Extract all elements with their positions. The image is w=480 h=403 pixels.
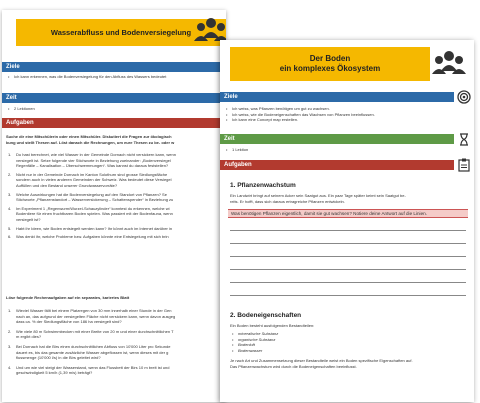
back-calc-list <box>8 308 226 380</box>
task-line: dass ca. % der Siedlungsfläche von 186 ha versiegelt sind? <box>16 319 122 325</box>
task-number: 4. <box>8 364 12 370</box>
back-title: Wasserabfluss und Bodenversiegelung <box>50 28 192 37</box>
list-item: • mineralische Substanz <box>230 331 470 337</box>
front-ziele-label: Ziele <box>224 94 238 100</box>
back-aufgaben-band <box>2 118 226 128</box>
back-worksheet <box>2 10 226 402</box>
list-item: • Bodenluft <box>230 342 470 348</box>
back-zeit-label: Zeit <box>6 95 17 101</box>
list-item: • 2 Lektionen <box>6 106 226 112</box>
answer-line[interactable] <box>230 230 466 231</box>
task-number: 1. <box>8 308 12 313</box>
section1-text <box>230 193 470 204</box>
target-icon <box>456 90 472 104</box>
answer-line[interactable] <box>230 243 466 244</box>
back-aufgaben-label: Aufgaben <box>6 120 34 126</box>
task-line: Was denkt ihr, welche Probleme bzw. Aufgaben könnte eine Entsiegelung mit sich brin <box>16 234 169 240</box>
front-ziele-band <box>220 92 454 102</box>
list-item <box>8 365 226 376</box>
section1-line: reits. Er hofft, dass sich daraus ertragreiche Pflanzen entwickeln. <box>230 198 345 204</box>
task-line: sondern auch in vielen anderen Gemeinden der Schweiz. Was bedeutet diese Versiegel <box>16 177 172 183</box>
section2-list <box>230 331 470 353</box>
answer-line[interactable] <box>230 269 466 270</box>
list-item <box>8 206 226 223</box>
intro-line: Suche dir eine Mitschülerin oder einen Mitschüler. Diskutiert die Fragen zur ökologisch <box>6 134 172 139</box>
list-item: • 1 Lektion <box>224 147 470 153</box>
list-item: • Ich weiss, wie die Bodeneigenschaften das Wachsen von Pflanzen beeinflussen. <box>224 112 470 118</box>
list-item: • Ich kann erkennen, was die Bodenversiegelung für den Abfluss des Wassers bedeutet <box>6 74 226 80</box>
front-title-line2: ein komplexes Ökosystem <box>279 64 381 73</box>
task-line: Auffüllen und den Bestand unserer Grundwasservorräte? <box>16 182 118 188</box>
task-line: Bei Dornach hat die Birs einen durchschnittlichen Abfluss von 10'000 Liter pro Sekunde <box>16 343 171 349</box>
answer-line[interactable] <box>230 256 466 257</box>
task-number: 2. <box>8 171 12 177</box>
task-line: dauert es, bis das gesamte zusätzliche Wasser abgeflossen ist, wenn dieses mit der g <box>16 349 169 355</box>
list-item <box>8 226 226 232</box>
back-calc-heading: Löse folgende Rechenaufgaben auf ein separates, kariertes Blatt <box>6 295 130 300</box>
list-item <box>8 192 226 203</box>
intro-line: kung und stellt Thesen auf. Löst danach die Rechnungen, um eure Thesen zu be- oder w <box>6 139 175 145</box>
task-line: Wie viele 80 m Schwimmbecken mit einer Breite von 20 m und einer durchschnittlichen T <box>16 328 174 334</box>
task-number: 1. <box>8 152 12 157</box>
clipboard-icon <box>458 158 470 172</box>
front-zeit-band <box>220 134 454 144</box>
task-line: Bodentiere für einen fruchtbaren Boden spielen. Was passiert mit der Bodenfauna, wenn <box>16 211 173 217</box>
list-item: • organische Substanz <box>230 337 470 343</box>
front-zeit-list <box>224 147 470 153</box>
section2-line: Je nach Art und Zusammensetzung dieser Bestandteile weist ein Boden spezifische Eigenschaften auf. <box>230 358 413 363</box>
list-item: • Bodenwasser <box>230 348 470 354</box>
section1-line: Ein Landwirt bringt auf seinem Acker sein Saatgut aus. Ein paar Tage später keimt sein Saatgut be- <box>230 193 406 198</box>
back-ziele-list <box>6 74 226 80</box>
task-line: geschwindigkeit 5 km/h (1,39 m/s) beträgt? <box>16 370 93 376</box>
section2-heading: 2. Bodeneigenschaften <box>230 312 302 319</box>
section1-heading: 1. Pflanzenwachstum <box>230 182 296 189</box>
list-item <box>8 152 226 169</box>
task-line: Wieviel Wasser fällt bei einem Platzregen von 30 mm innerhalb einer Stunde in der Gen <box>16 308 172 313</box>
front-aufgaben-label: Aufgaben <box>224 162 252 168</box>
section2-intro: Ein Boden besteht ausfolgenden Bestandteilen: <box>230 323 315 328</box>
task-line: nach an, das aufgrund der versiegelten Fläche nicht versickern kann, wenn davon ausgeg <box>16 313 176 319</box>
task-line: Habt ihr Ideen, wie Boden entsiegelt werden kann? Ihr könnt auch im Internet darüber in <box>16 225 173 231</box>
task-line: m ergibt dies? <box>16 334 42 340</box>
task-line: Du hast berechnet, wie viel Wasser in der Gemeinde Dornach nicht versickern kann, wenn <box>16 152 176 157</box>
task-number: 6. <box>8 234 12 240</box>
back-task-list <box>8 152 226 243</box>
task-line: Im Experiment 1 „Regenwurm/Wurzel-Schauzylinder“ konntest du erkennen, welche wi <box>16 205 170 211</box>
front-zeit-label: Zeit <box>224 136 235 142</box>
back-ziele-band <box>2 62 226 72</box>
list-item <box>8 172 226 189</box>
answer-line[interactable] <box>230 282 466 283</box>
front-ziele-list <box>224 106 470 123</box>
task-number: 3. <box>8 191 12 197</box>
list-item <box>8 308 226 325</box>
front-title-bar <box>230 47 430 81</box>
back-intro <box>6 134 226 145</box>
task-line: Nicht nur in der Gemeinde Dornach im Kanton Solothurn sind grosse Siedlungsfläche <box>16 171 168 177</box>
task-number: 2. <box>8 328 12 334</box>
task-line: Regenfälle – Kanalisation – Überschwemmungen“. Was kannst du daraus feststellen? <box>16 163 169 169</box>
task-number: 4. <box>8 205 12 211</box>
task-line: versiegelt ist. Setze folgende vier Stichworte in Beziehung zueinander: „Bodenversiegel <box>16 157 171 163</box>
people-group-icon <box>432 49 466 79</box>
list-item: • Ich kann eine Concept map erstellen. <box>224 117 470 123</box>
list-item <box>8 234 226 240</box>
front-title-line1: Der Boden <box>309 54 351 63</box>
task-line: versiegelt ist? <box>16 216 41 222</box>
hourglass-icon <box>458 133 470 146</box>
section2-outro <box>230 358 472 369</box>
section2-line: Das Pflanzenwachstum wird durch die Bodeneigenschaften beeinflusst. <box>230 363 357 369</box>
answer-line[interactable] <box>230 295 466 296</box>
task-line: Stichworte „Pflanzenstandort – Wasserversickerung – Schattenspender“ in Beziehung zu <box>16 197 174 203</box>
list-item <box>8 329 226 340</box>
back-zeit-band <box>2 93 226 103</box>
back-zeit-list <box>6 106 226 112</box>
task-line: flussmenge (10'000 l/s) in die Birs geleitet wird? <box>16 355 101 361</box>
task-number: 3. <box>8 343 12 349</box>
question-box: Was benötigen Pflanzen eigentlich, damit sie gut wachsen? Notiere deine Antwort auf die Linien. <box>228 209 468 218</box>
task-line: Welche Auswirkungen hat die Bodenversiegelung auf den Standort von Pflanzen? Se <box>16 191 167 197</box>
front-worksheet <box>220 40 474 402</box>
list-item <box>8 344 226 361</box>
back-ziele-label: Ziele <box>6 64 20 70</box>
front-aufgaben-band <box>220 160 454 170</box>
task-line: Und um wie viel steigt der Wasserstand, wenn das Flussbett der Birs 10 m breit ist und <box>16 364 170 370</box>
list-item: • Ich weiss, was Pflanzen benötigen um gut zu wachsen. <box>224 106 470 112</box>
task-number: 5. <box>8 225 12 231</box>
